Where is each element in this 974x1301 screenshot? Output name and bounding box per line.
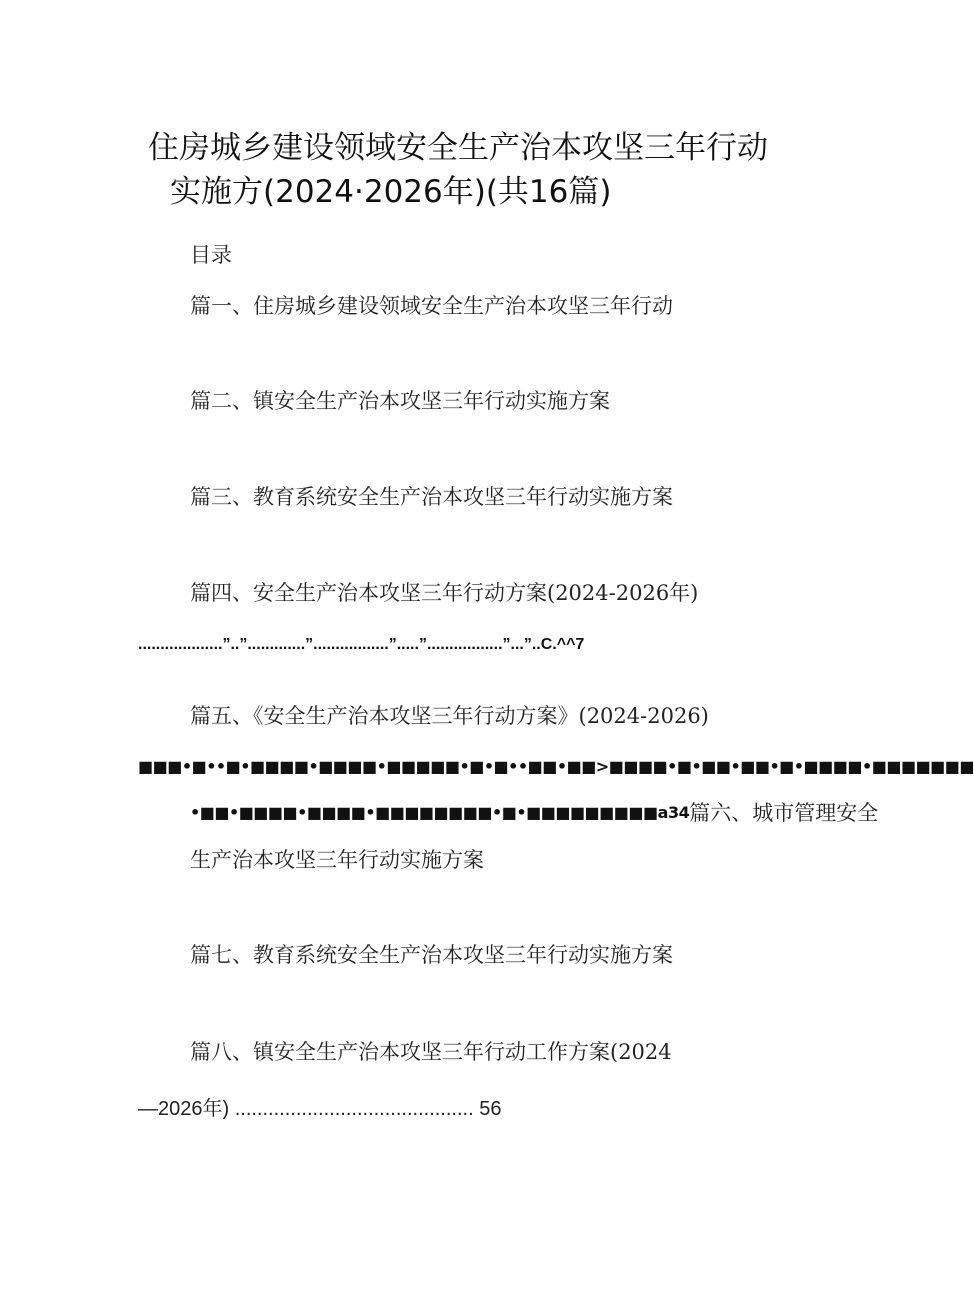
toc-entry-2[interactable]: 篇二、镇安全生产治本攻坚三年行动实施方案 <box>190 389 610 413</box>
toc-entry-5[interactable]: 篇五、《安全生产治本攻坚三年行动方案》(2024-2026) <box>190 704 709 728</box>
toc-entry-6-start[interactable]: 篇六、城市管理安全 <box>689 801 879 825</box>
toc-entry-1[interactable]: 篇一、住房城乡建设领域安全生产治本攻坚三年行动 <box>190 294 673 318</box>
toc-entry-3[interactable]: 篇三、教育系统安全生产治本攻坚三年行动实施方案 <box>190 485 673 509</box>
toc-entry-5-leader-row <box>190 798 878 828</box>
toc-entry-4[interactable]: 篇四、安全生产治本攻坚三年行动方案(2024-2026年) <box>190 581 699 605</box>
toc-entry-6-end[interactable]: 生产治本攻坚三年行动实施方案 <box>190 848 484 872</box>
toc-entry-5-leader: ■■■•■••■•■■■■•■■■■•■■■■■•■•■••■■•■■>■■■■•■•■■•■■•■•■■■■•■■■■■■■ <box>138 757 974 776</box>
toc-entry-4-leader: ...................”..”.............”.................”.....”.................”...”..C.^^7 <box>138 636 585 653</box>
toc-entry-7[interactable]: 篇七、教育系统安全生产治本攻坚三年行动实施方案 <box>190 943 673 967</box>
document-title-line-1: 住房城乡建设领域安全生产治本攻坚三年行动 <box>148 130 768 166</box>
toc-entry-8[interactable]: 篇八、镇安全生产治本攻坚三年行动工作方案(2024 <box>190 1040 672 1064</box>
toc-entry-5-leader-2: •■■•■■■■•■■■■•■■■■■■■■•■•■■■■■■■■■a34 <box>190 803 690 822</box>
toc-heading: 目录 <box>190 243 232 267</box>
toc-entry-8-line-2: —2026年) ........................................... 56 <box>138 1098 502 1120</box>
document-title-line-2: 实施方(2024·2026年)(共16篇) <box>170 174 612 210</box>
